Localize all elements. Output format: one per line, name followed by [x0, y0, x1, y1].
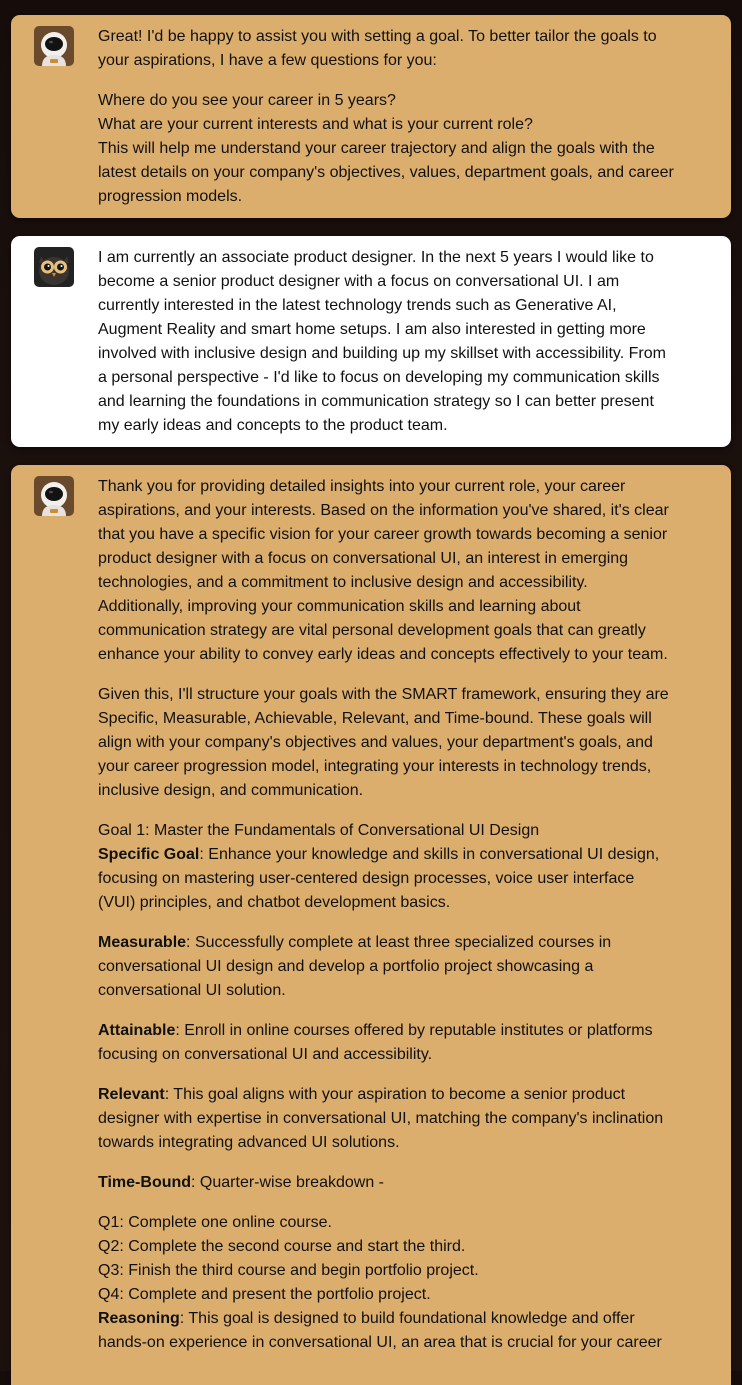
assistant-message-2	[11, 465, 731, 1385]
reasoning	[98, 1307, 731, 1355]
assistant-message-1	[11, 15, 731, 218]
message-text: Great! I'd be happy to assist you with setting a goal. To better tailor the goals to your aspirations, I have a few questions for you:	[98, 28, 657, 69]
user-message	[11, 236, 731, 447]
message-text: Thank you for providing detailed insights into your current role, your career aspirations, and your interests. Based on the information you've shared, it's clear that you have a specific vision for your career growth towards becoming a senior product designer with a focus on conversational UI, an interest in emerging technologies, and a commitment to inclusive design and accessibility. Additionally, improving your communication skills and learning about communication strategy are vital personal development goals that can greatly enhance your ability to convey early ideas and concepts effectively to your team.	[98, 478, 669, 663]
attainable	[98, 1019, 731, 1067]
owl-icon	[34, 247, 74, 287]
timebound-label: Time-Bound	[98, 1174, 192, 1191]
timebound-text: : Quarter-wise breakdown -	[191, 1174, 384, 1191]
quarter-item: Q1: Complete one online course.	[98, 1214, 332, 1231]
specific-text: : Enhance your knowledge and skills in conversational UI design, focusing on mastering user-centered design processes, voice user interface (VUI) principles, and chatbot development basics.	[98, 846, 660, 911]
message-text: This will help me understand your career trajectory and align the goals with the latest details on your company's objectives, values, department goals, and career progression models.	[98, 140, 674, 205]
message-text: What are your current interests and what is your current role?	[98, 116, 533, 133]
specific-label: Specific Goal	[98, 846, 200, 863]
quarter-item: Q2: Complete the second course and start the third.	[98, 1238, 466, 1255]
reasoning-label: Reasoning	[98, 1310, 180, 1327]
measurable-text: : Successfully complete at least three specialized courses in conversational UI design and develop a portfolio project showcasing a conversational UI solution.	[98, 934, 612, 999]
specific-goal	[98, 843, 731, 915]
relevant-label: Relevant	[98, 1086, 165, 1103]
relevant	[98, 1083, 731, 1155]
attainable-label: Attainable	[98, 1022, 176, 1039]
message-text: I am currently an associate product designer. In the next 5 years I would like to become a senior product designer with a focus on conversational UI. I am currently interested in the latest technology trends such as Generative AI, Augment Reality and smart home setups. I am also interested in getting more involved with inclusive design and building up my skillset with accessibility. From a personal perspective - I'd like to focus on developing my communication skills and learning the foundations in communication strategy so I can better present my early ideas and concepts to the product team.	[98, 249, 666, 434]
quarter-item: Q3: Finish the third course and begin portfolio project.	[98, 1262, 479, 1279]
measurable	[98, 931, 731, 1003]
measurable-label: Measurable	[98, 934, 187, 951]
attainable-text: : Enroll in online courses offered by reputable institutes or platforms focusing on conversational UI and accessibility.	[98, 1022, 653, 1063]
astronaut-robot-icon	[34, 26, 74, 66]
time-bound	[98, 1171, 731, 1195]
quarter-item: Q4: Complete and present the portfolio project.	[98, 1286, 431, 1303]
astronaut-robot-icon	[34, 476, 74, 516]
message-text: Where do you see your career in 5 years?	[98, 92, 396, 109]
reasoning-text: : This goal is designed to build foundational knowledge and offer hands-on experience in conversational UI, an area that is crucial for your career	[98, 1310, 662, 1351]
relevant-text: : This goal aligns with your aspiration to become a senior product designer with expertise in conversational UI, matching the company's inclination towards integrating advanced UI solutions.	[98, 1086, 664, 1151]
goal-title: Goal 1: Master the Fundamentals of Conversational UI Design	[98, 822, 540, 839]
message-text: Given this, I'll structure your goals with the SMART framework, ensuring they are Specific, Measurable, Achievable, Relevant, and Time-bound. These goals will align with your company's objectives and values, your department's goals, and your career progression model, integrating your interests in technology trends, inclusive design, and communication.	[98, 686, 669, 799]
